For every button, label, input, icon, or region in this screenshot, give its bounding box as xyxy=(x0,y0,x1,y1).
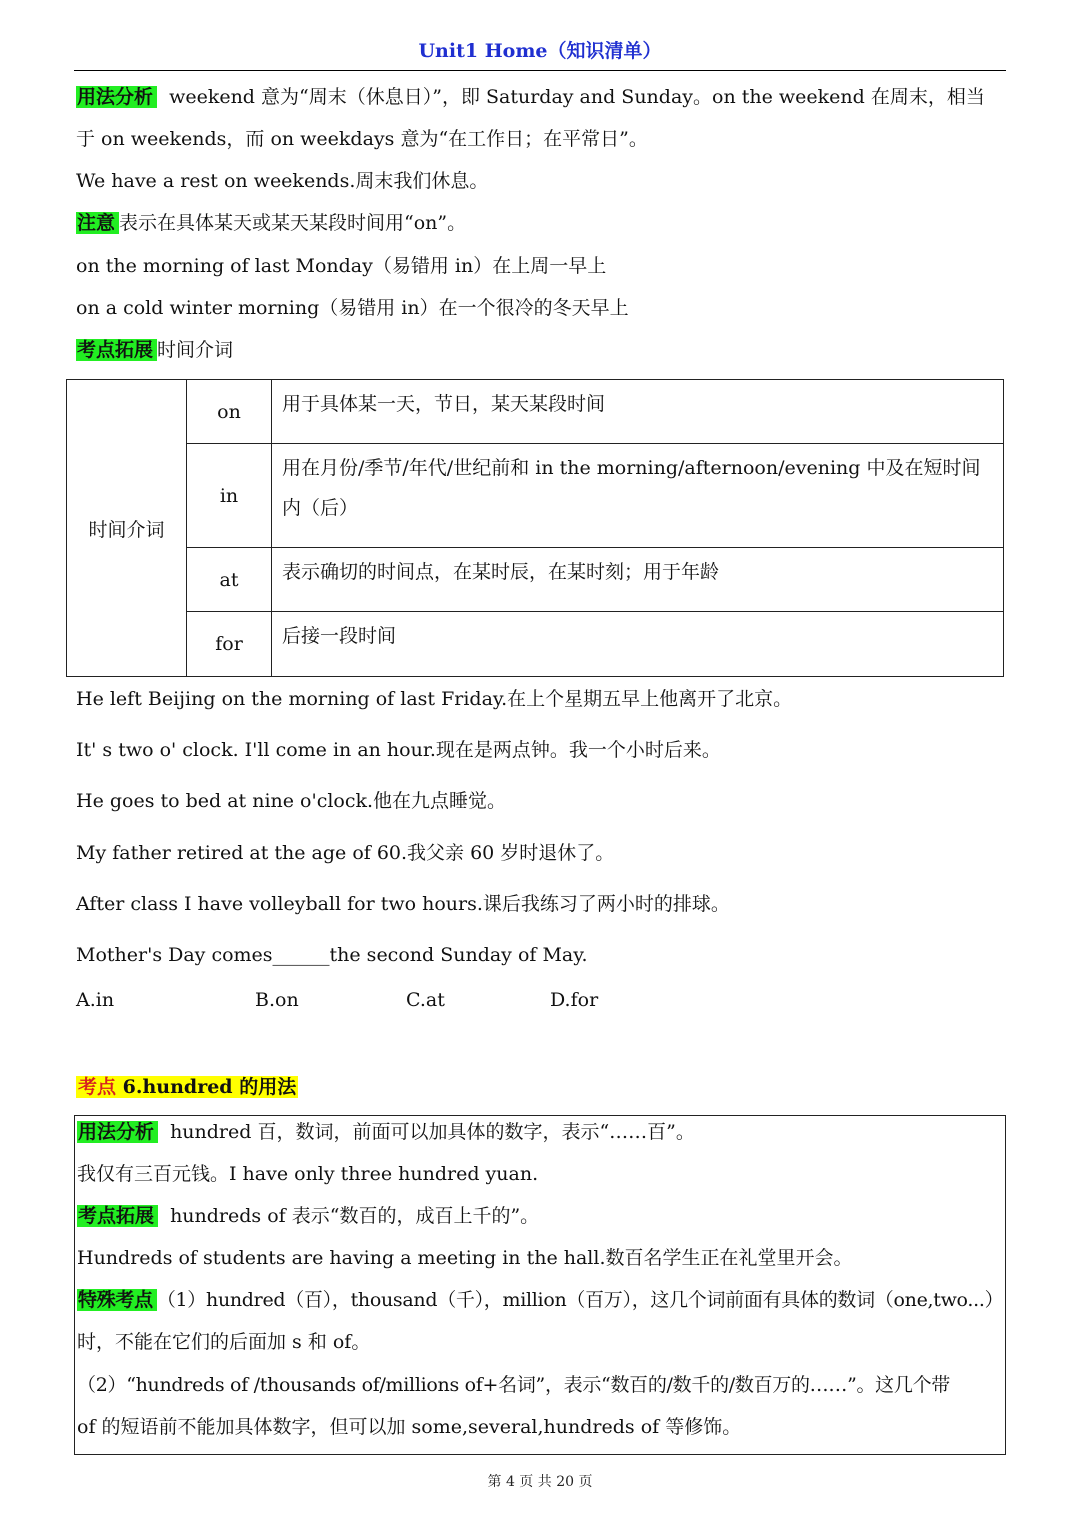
table-head-cell: 时间介词 xyxy=(67,380,187,677)
hundred-special-tag: 特殊考点 xyxy=(77,1289,157,1311)
hundred-special-line-4: of 的短语前不能加具体数字，但可以加 some,several,hundreds of 等修饰。 xyxy=(77,1416,742,1438)
section6-title-text xyxy=(76,1076,298,1098)
option-b: B.on xyxy=(255,989,299,1011)
hundred-box xyxy=(74,1115,1006,1455)
question-sentence: Mother's Day comes______the second Sunday of May. xyxy=(76,944,588,966)
hundred-special-line-3: （2）“hundreds of /thousands of/millions of+名词”，表示“数百的/数千的/数百万的……”。这几个带 xyxy=(77,1374,950,1396)
hundred-extension-text: hundreds of 表示“数百的，成百上千的”。 xyxy=(170,1205,540,1227)
example-line: We have a rest on weekends.周末我们休息。 xyxy=(76,170,489,192)
usage-text-1: weekend 意为“周末（休息日）”，即 Saturday and Sunday。on the weekend 在周末，相当 xyxy=(169,86,985,108)
usage-line-2: 于 on weekends，而 on weekdays 意为“在工作日；在平常日”。 xyxy=(76,128,648,150)
note-example-1: on the morning of last Monday（易错用 in）在上周一早上 xyxy=(76,255,607,277)
table-row xyxy=(67,444,1004,548)
hundred-usage-tag: 用法分析 xyxy=(77,1121,158,1143)
note-text: 表示在具体某天或某天某段时间用“on”。 xyxy=(119,212,467,234)
hundred-extension-line xyxy=(77,1203,539,1229)
note-tag: 注意 xyxy=(76,212,119,234)
hundred-usage-line xyxy=(77,1119,695,1145)
note-example-2: on a cold winter morning（易错用 in）在一个很冷的冬天早上 xyxy=(76,297,629,319)
table-row xyxy=(67,548,1004,612)
hundred-special-line-2: 时，不能在它们的后面加 s 和 of。 xyxy=(77,1331,371,1353)
extension-line xyxy=(76,337,233,363)
option-d: D.for xyxy=(550,989,599,1011)
hundred-usage-example: 我仅有三百元钱。I have only three hundred yuan. xyxy=(77,1163,539,1185)
hundred-special-text-1: （1）hundred（百），thousand（千），million（百万），这几个词前面有具体的数词（one,two...） xyxy=(156,1289,1004,1311)
extension-tag: 考点拓展 xyxy=(76,339,157,361)
section6-title-rest: 6.hundred 的用法 xyxy=(116,1076,297,1098)
table-word-cell: on xyxy=(187,380,272,444)
time-preposition-table xyxy=(66,379,1004,677)
section6-title xyxy=(76,1074,298,1100)
example-sentence: My father retired at the age of 60.我父亲 60 岁时退休了。 xyxy=(76,842,615,864)
table-desc-cell: 后接一段时间 xyxy=(272,612,1004,677)
hundred-extension-example: Hundreds of students are having a meeting in the hall.数百名学生正在礼堂里开会。 xyxy=(77,1247,853,1269)
table-word-cell: at xyxy=(187,548,272,612)
example-sentence: After class I have volleyball for two hours.课后我练习了两小时的排球。 xyxy=(76,893,730,915)
option-a: A.in xyxy=(76,989,115,1011)
hundred-special-line-1 xyxy=(77,1287,1003,1313)
section6-title-prefix: 考点 xyxy=(78,1076,117,1098)
header-title: Unit1 Home（知识清单） xyxy=(418,40,662,62)
table-word-cell: in xyxy=(187,444,272,548)
note-line xyxy=(76,210,466,236)
example-sentence: He goes to bed at nine o'clock.他在九点睡觉。 xyxy=(76,790,507,812)
table-desc-cell: 表示确切的时间点，在某时辰，在某时刻；用于年龄 xyxy=(272,548,1004,612)
table-desc-cell: 用在月份/季节/年代/世纪前和 in the morning/afternoon/evening 中及在短时间内（后） xyxy=(272,444,1004,548)
extension-text: 时间介词 xyxy=(157,339,234,361)
usage-tag: 用法分析 xyxy=(76,86,157,108)
table-row xyxy=(67,380,1004,444)
hundred-usage-text: hundred 百，数词，前面可以加具体的数字，表示“……百”。 xyxy=(170,1121,695,1143)
table-word-cell: for xyxy=(187,612,272,677)
hundred-extension-tag: 考点拓展 xyxy=(77,1205,158,1227)
page-header xyxy=(74,36,1006,71)
page-footer: 第 4 页 共 20 页 xyxy=(487,1474,593,1490)
table-row xyxy=(67,612,1004,677)
example-sentence: It' s two o' clock. I'll come in an hour.现在是两点钟。我一个小时后来。 xyxy=(76,739,721,761)
option-c: C.at xyxy=(406,989,445,1011)
usage-line-1 xyxy=(76,84,985,110)
example-sentence: He left Beijing on the morning of last Friday.在上个星期五早上他离开了北京。 xyxy=(76,688,793,710)
table-desc-cell: 用于具体某一天，节日，某天某段时间 xyxy=(272,380,1004,444)
